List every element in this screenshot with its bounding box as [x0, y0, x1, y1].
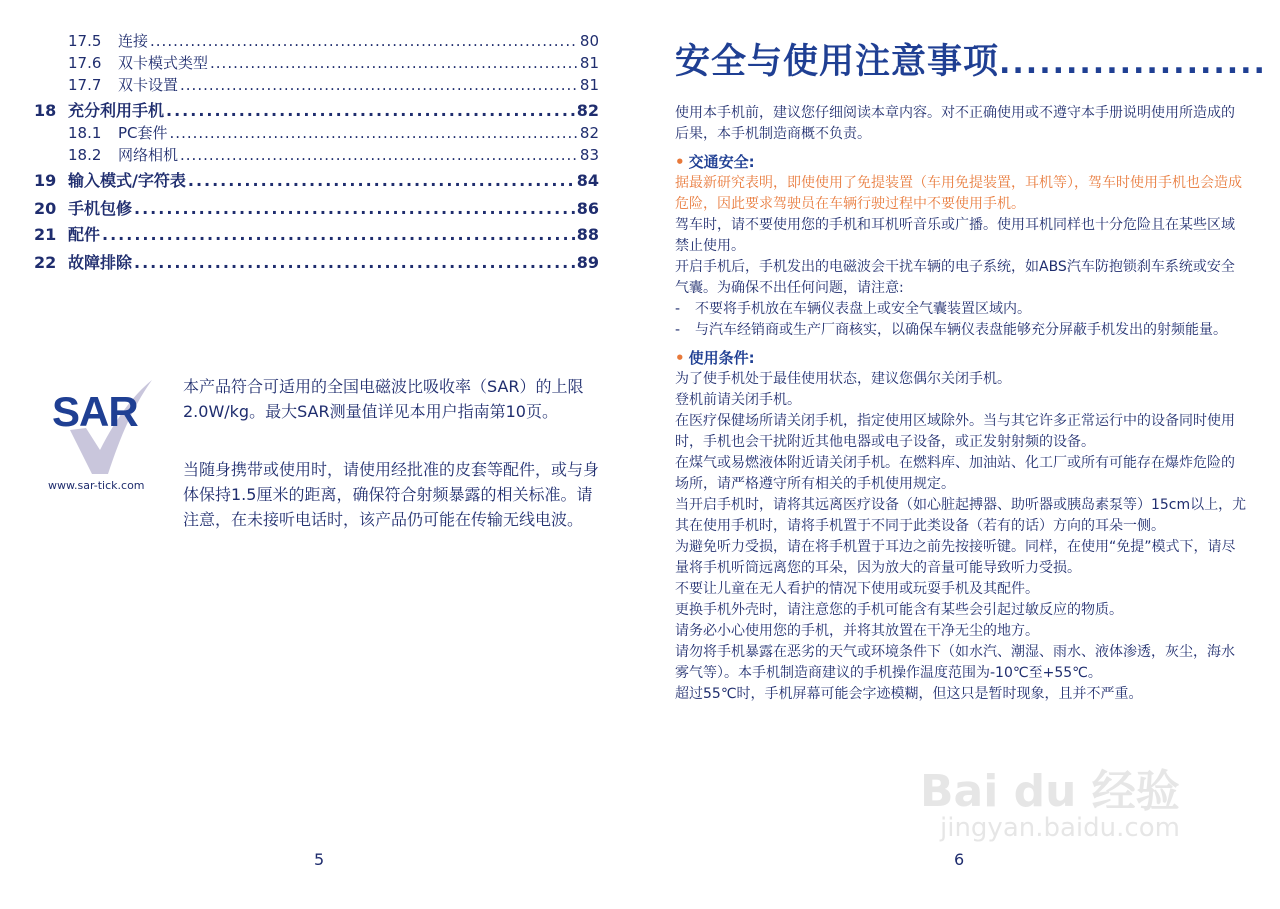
toc-entry[interactable]: [68, 144, 599, 166]
toc-entry-title: 手机包修: [68, 199, 133, 218]
traffic-bullet-1-text: 不要将手机放在车辆仪表盘上或安全气囊装置区域内。: [695, 301, 1031, 317]
toc-entry-title: PC套件: [118, 124, 168, 142]
toc-entry-page: 84: [576, 171, 599, 190]
toc-entry-page: 82: [579, 124, 599, 142]
traffic-bullet-2: [675, 320, 1247, 341]
intro-paragraph: 使用本手机前，建议您仔细阅读本章内容。对不正确使用或不遵守本手册说明使用所造成的后果，本手机制造商概不负责。: [675, 105, 1235, 142]
page-title: [675, 34, 1267, 84]
toc-entry-number: 21: [34, 225, 57, 244]
toc-entry-number: 18.1: [68, 124, 102, 142]
sar-logo: [48, 378, 160, 496]
sar-paragraph-1: [183, 374, 601, 424]
section-title-traffic: [675, 152, 1247, 173]
conditions-paragraph: 超过55℃时，手机屏幕可能会字迹模糊，但这只是暂时现象，且并不严重。: [675, 686, 1143, 702]
toc-entry[interactable]: [68, 52, 599, 74]
traffic-bullet-2-text: 与汽车经销商或生产厂商核实，以确保车辆仪表盘能够充分屏蔽手机发出的射频能量。: [695, 322, 1227, 338]
traffic-bullet-1: [675, 299, 1247, 320]
toc-entry-number: 17.6: [68, 54, 102, 72]
toc-entry-page: 81: [579, 76, 599, 94]
conditions-paragraph: 更换手机外壳时，请注意您的手机可能含有某些会引起过敏反应的物质。: [675, 602, 1123, 618]
toc-entry-number: 18: [34, 101, 57, 120]
conditions-paragraph: 在煤气或易燃液体附近请关闭手机。在燃料库、加油站、化工厂或所有可能存在爆炸危险的场所，请严格遵守所有相关的手机使用规定。: [675, 455, 1235, 492]
conditions-paragraph: 当开启手机时，请将其远离医疗设备（如心脏起搏器、助听器或胰岛素泵等）15cm以上，尤其在使用手机时，请将手机置于不同于此类设备（若有的话）方向的耳朵一侧。: [675, 497, 1247, 534]
toc-entry[interactable]: [34, 98, 599, 124]
toc-entry-page: 82: [576, 101, 599, 120]
right-page-number: 6: [954, 850, 965, 869]
toc-entry-number: 17.5: [68, 32, 102, 50]
toc-leader-dots: [170, 122, 578, 144]
baidu-watermark: [920, 735, 1220, 855]
conditions-paragraph: 在医疗保健场所请关闭手机，指定使用区域除外。当与其它许多正常运行中的设备同时使用时，手机也会干扰附近其他电器或电子设备，或正发射射频的设备。: [675, 413, 1235, 450]
right-page: [640, 0, 1280, 909]
sar-paragraph-1-text: 本产品符合可适用的全国电磁波比吸收率（SAR）的上限2.0W/kg。最大SAR测量值详见本用户指南第10页。: [183, 377, 584, 421]
conditions-paragraph: 请勿将手机暴露在恶劣的天气或环境条件下（如水汽、潮湿、雨水、液体渗透，灰尘，海水雾气等）。本手机制造商建议的手机操作温度范围为-10℃至+55℃。: [675, 644, 1235, 681]
traffic-paragraph-1: 驾车时，请不要使用您的手机和耳机听音乐或广播。使用耳机同样也十分危险且在某些区域禁止使用。: [675, 217, 1235, 254]
toc-entry[interactable]: [34, 222, 599, 248]
toc-entry-number: 19: [34, 171, 57, 190]
section-title-conditions: [675, 348, 1247, 369]
conditions-paragraph: 不要让儿童在无人看护的情况下使用或玩耍手机及其配件。: [675, 581, 1039, 597]
toc-entry[interactable]: [68, 122, 599, 144]
bullet-icon: •: [675, 349, 685, 367]
bullet-icon: •: [675, 153, 685, 171]
toc-entry-title: 双卡模式类型: [118, 54, 209, 72]
toc-entry-page: 88: [576, 225, 599, 244]
toc-leader-dots: [210, 52, 578, 74]
toc-leader-dots: [188, 168, 575, 194]
conditions-paragraph: 登机前请关闭手机。: [675, 392, 801, 408]
sar-paragraph-2: [183, 457, 601, 532]
conditions-list: [675, 369, 1247, 705]
safety-content: [675, 103, 1247, 705]
page-title-text: 安全与使用注意事项: [675, 42, 1000, 82]
sar-logo-text: SAR: [52, 388, 138, 435]
traffic-paragraph-2: 开启手机后，手机发出的电磁波会干扰车辆的电子系统，如ABS汽车防抱锁刹车系统或安全气囊。为确保不出任何问题，请注意:: [675, 259, 1235, 296]
toc-entry-title: 连接: [118, 32, 149, 50]
left-page-number: 5: [314, 850, 325, 869]
toc-entry-page: 81: [579, 54, 599, 72]
toc-entry[interactable]: [68, 74, 599, 96]
toc-entry-title: 配件: [68, 225, 101, 244]
section-title-traffic-text: 交通安全:: [688, 153, 755, 171]
sar-paragraph-2-text: 当随身携带或使用时，请使用经批准的皮套等配件，或与身体保持1.5厘米的距离，确保符合射频暴露的相关标准。请注意，在未接听电话时，该产品仍可能在传输无线电波。: [183, 460, 600, 529]
conditions-paragraph: 为避免听力受损，请在将手机置于耳边之前先按接听键。同样，在使用“免提”模式下，请尽量将手机听筒远离您的耳朵，因为放大的音量可能导致听力受损。: [675, 539, 1236, 576]
toc-entry-title: 故障排除: [68, 253, 133, 272]
toc-entry-title: 网络相机: [118, 146, 179, 164]
toc-leader-dots: [134, 250, 575, 276]
page-title-dots: ....................: [999, 46, 1267, 81]
toc-leader-dots: [134, 196, 575, 222]
dash-marker: -: [675, 301, 681, 317]
toc-entry-page: 86: [576, 199, 599, 218]
toc-leader-dots: [150, 30, 578, 52]
dash-marker: -: [675, 322, 681, 338]
toc-leader-dots: [180, 74, 578, 96]
toc-entry-number: 18.2: [68, 146, 102, 164]
toc-entry-page: 89: [576, 253, 599, 272]
sar-url: www.sar-tick.com: [48, 479, 145, 492]
toc-entry-number: 22: [34, 253, 57, 272]
toc-leader-dots: [102, 222, 575, 248]
conditions-paragraph: 请务必小心使用您的手机，并将其放置在干净无尘的地方。: [675, 623, 1039, 639]
toc-entry-page: 83: [579, 146, 599, 164]
traffic-warning: 据最新研究表明，即使使用了免提装置（车用免提装置，耳机等），驾车时使用手机也会造成危险，因此要求驾驶员在车辆行驶过程中不要使用手机。: [675, 175, 1242, 212]
toc-entry[interactable]: [34, 168, 599, 194]
toc-entry-page: 80: [579, 32, 599, 50]
toc-leader-dots: [166, 98, 575, 124]
watermark-url: jingyan.baidu.com: [940, 813, 1180, 843]
toc-entry-title: 双卡设置: [118, 76, 179, 94]
toc-entry-number: 17.7: [68, 76, 102, 94]
toc-entry[interactable]: [34, 250, 599, 276]
toc-entry-title: 输入模式/字符表: [68, 171, 186, 190]
toc-leader-dots: [180, 144, 578, 166]
watermark-brand: Bai du 经验: [920, 766, 1180, 817]
conditions-paragraph: 为了使手机处于最佳使用状态，建议您偶尔关闭手机。: [675, 371, 1011, 387]
toc-entry-title: 充分利用手机: [68, 101, 165, 120]
toc-entry[interactable]: [68, 30, 599, 52]
toc-entry-number: 20: [34, 199, 57, 218]
toc-entry[interactable]: [34, 196, 599, 222]
section-title-conditions-text: 使用条件:: [688, 349, 755, 367]
